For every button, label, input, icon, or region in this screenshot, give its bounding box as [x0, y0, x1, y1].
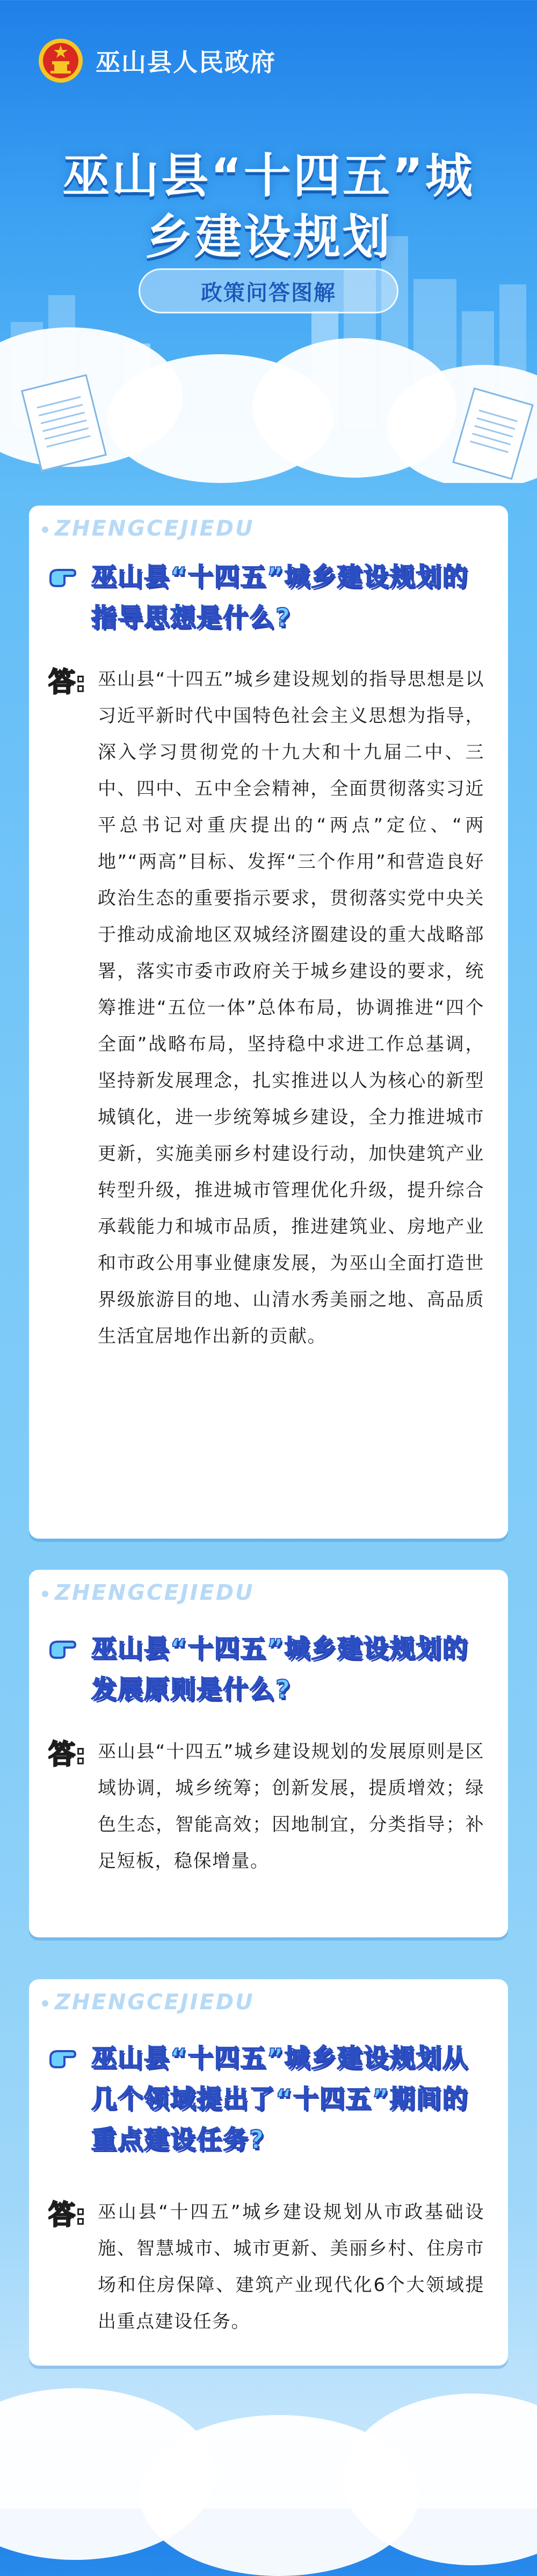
question-row [48, 557, 489, 639]
bottom-clouds-decoration [0, 2265, 537, 2512]
header-banner [0, 0, 537, 483]
card-tag: ZHENGCEJIEDU [42, 1990, 255, 2015]
question-row [48, 2038, 489, 2161]
svg-text:答:: 答: [48, 667, 86, 697]
card-tag: ZHENGCEJIEDU [42, 1580, 255, 1605]
answer-text: 巫山县“十四五”城乡建设规划的指导思想是以习近平新时代中国特色社会主义思想为指导，深入学习贯彻党的十九大和十九届二中、三中、四中、五中全会精神，全面贯彻落实习近平总书记对重庆提出的“两点”定位、“两地”“两高”目标、发挥“三个作用”和营造良好政治生态的重要指示要求，贯彻落实党中央关于推动成渝地区双城经济圈建设的重大战略部署，落实市委市政府关于城乡建设的要求，统筹推进“五位一体”总体布局，协调推进“四个全面”战略布局，坚持稳中求进工作总基调，坚持新发展理念，扎实推进以人为核心的新型城镇化，进一步统筹城乡建设，全力推进城市更新，实施美丽乡村建设行动，加快建筑产业转型升级，推进城市管理优化升级，提升综合承载能力和城市品质，推进建筑业、房地产业和市政公用事业健康发展，为巫山全面打造世界级旅游目的地、山清水秀美丽之地、高品质生活宜居地作出新的贡献。 [98, 669, 484, 1347]
answer-row [48, 1733, 484, 1879]
svg-text:答:: 答: [48, 1739, 86, 1769]
subtitle-badge: 政策问答图解 [139, 268, 398, 313]
card-tag: ZHENGCEJIEDU [42, 516, 255, 541]
national-emblem-icon [38, 38, 84, 84]
answer-row [48, 661, 484, 1355]
pointing-hand-icon [48, 561, 77, 590]
question-text: 巫山县“十四五”城乡建设规划的指导思想是什么? [91, 562, 469, 633]
page-title-line2: 乡建设规划 [144, 209, 392, 265]
answer-text: 巫山县“十四五”城乡建设规划从市政基础设施、智慧城市、城市更新、美丽乡村、住房市场和住房保障、建筑产业现代化6个大领域提出重点建设任务。 [98, 2201, 484, 2332]
answer-glyph-icon [48, 1737, 87, 1769]
question-row [48, 1629, 489, 1710]
question-text: 巫山县“十四五”城乡建设规划从几个领域提出了“十四五”期间的重点建设任务? [91, 2044, 469, 2155]
answer-glyph-icon [48, 664, 87, 697]
org-brand [38, 38, 276, 84]
org-name: 巫山县人民政府 [96, 48, 276, 77]
answer-glyph-icon [48, 2197, 87, 2229]
question-text: 巫山县“十四五”城乡建设规划的发展原则是什么? [91, 1634, 469, 1704]
page-title-line1: 巫山县“十四五”城 [62, 148, 475, 203]
pointing-hand-icon [48, 2043, 77, 2072]
pointing-hand-icon [48, 1633, 77, 1662]
qa-card-2 [29, 1570, 508, 1937]
answer-text: 巫山县“十四五”城乡建设规划的发展原则是区域协调，城乡统筹；创新发展，提质增效；绿色生态，智能高效；因地制宜，分类指导；补足短板，稳保增量。 [98, 1741, 484, 1872]
qa-card-1 [29, 506, 508, 1539]
svg-text:答:: 答: [48, 2199, 86, 2229]
